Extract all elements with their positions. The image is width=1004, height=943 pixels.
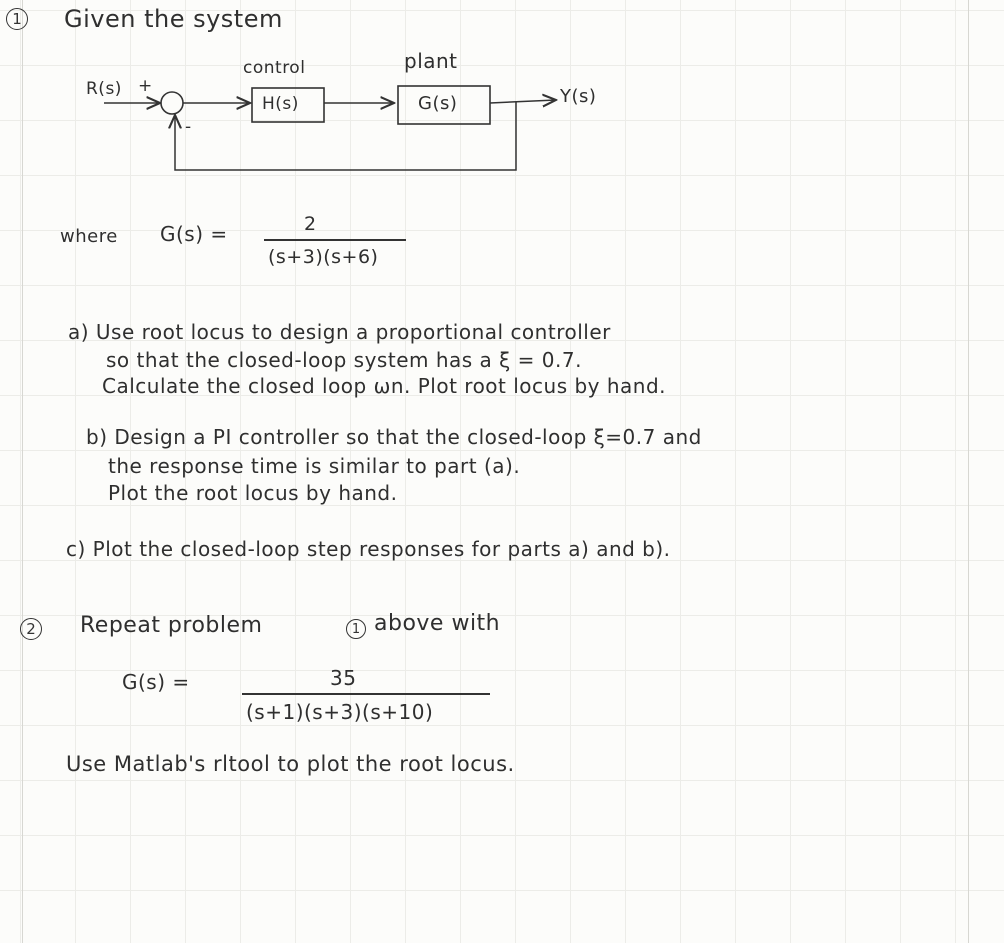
transfer-numerator: 2 <box>304 213 317 235</box>
plus-sign: + <box>138 76 153 96</box>
summing-junction <box>161 92 183 114</box>
part-a-line-3: Calculate the closed loop ωn. Plot root locus by hand. <box>102 374 667 398</box>
problem-2-numerator: 35 <box>330 666 357 690</box>
part-b-line-2: the response time is similar to part (a). <box>108 454 521 478</box>
problem-2-denominator: (s+1)(s+3)(s+10) <box>246 700 434 724</box>
problem-1-heading: Given the system <box>64 5 283 33</box>
plant-block-label: G(s) <box>418 93 458 114</box>
transfer-denominator: (s+3)(s+6) <box>268 246 379 268</box>
fraction-bar <box>264 239 406 241</box>
controller-block-label: H(s) <box>262 94 299 114</box>
output-label: Y(s) <box>560 86 597 107</box>
problem-1-number: 1 <box>6 8 28 30</box>
minus-sign: - <box>185 117 192 137</box>
problem-2-note: Use Matlab's rltool to plot the root locus. <box>66 752 515 776</box>
where-label: where <box>60 226 118 247</box>
part-a-line-1: a) Use root locus to design a proportional controller <box>68 320 611 344</box>
problem-2-heading-start: Repeat problem <box>80 613 263 638</box>
plant-caption: plant <box>404 49 458 73</box>
output-arrow <box>490 100 556 103</box>
problem-2-heading-end: above with <box>374 611 501 636</box>
transfer-lhs: G(s) = <box>160 222 228 246</box>
part-c-line-1: c) Plot the closed-loop step responses for parts a) and b). <box>66 537 671 561</box>
problem-2-number: 2 <box>20 618 42 640</box>
controller-caption: control <box>243 58 306 78</box>
problem-2-transfer-lhs: G(s) = <box>122 670 190 694</box>
part-b-line-3: Plot the root locus by hand. <box>108 481 398 505</box>
feedback-path <box>175 102 516 170</box>
input-label: R(s) <box>86 79 122 99</box>
problem-2-fraction-bar <box>242 693 490 695</box>
part-b-line-1: b) Design a PI controller so that the closed-loop ξ=0.7 and <box>86 425 702 449</box>
part-a-line-2: so that the closed-loop system has a ξ = 0.7. <box>106 348 582 372</box>
problem-2-reference-number: 1 <box>346 619 366 639</box>
